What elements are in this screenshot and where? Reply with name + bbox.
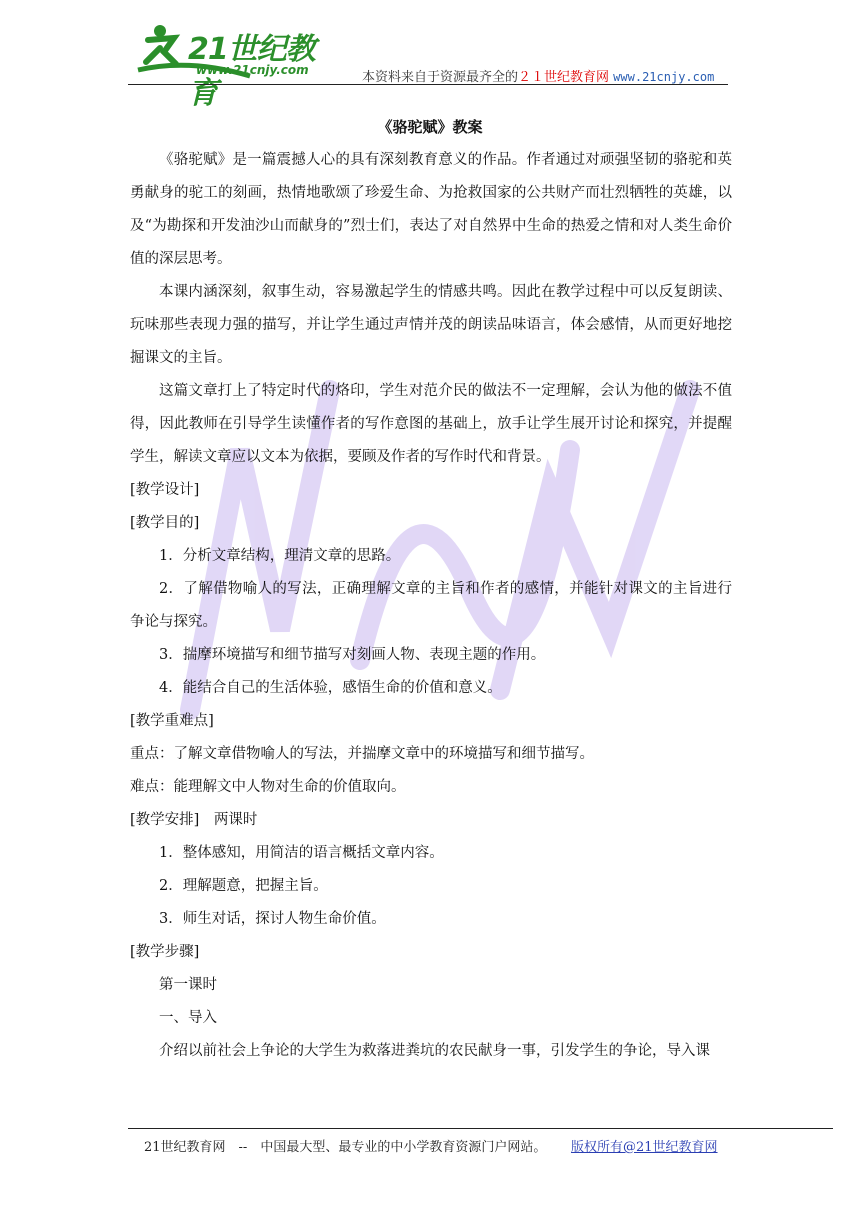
header-tagline — [362, 66, 714, 85]
footer-text: 21世纪教育网 -- 中国最大型、最专业的中小学教育资源门户网站。 — [144, 1140, 547, 1155]
paragraph: 3．揣摩环境描写和细节描写对刻画人物、表现主题的作用。 — [159, 647, 546, 663]
paragraph: [教学设计] — [130, 482, 200, 498]
paragraph: 2．理解题意，把握主旨。 — [159, 878, 328, 894]
paragraph: 这篇文章打上了特定时代的烙印，学生对范介民的做法不一定理解，会认为他的做法不值得，因此教师在引导学生读懂作者的写作意图的基础上，放手让学生展开讨论和探究，并提醒学生，解读文章应以文本为依据，要顾及作者的写作时代和背景。 — [130, 383, 732, 465]
paragraph: 《骆驼赋》是一篇震撼人心的具有深刻教育意义的作品。作者通过对顽强坚韧的骆驼和英勇献身的驼工的刻画，热情地歌颂了珍爱生命、为抢救国家的公共财产而壮烈牺牲的英雄，以及“为勘探和开发油沙山而献身的”烈士们，表达了对自然界中生命的热爱之情和对人类生命价值的深层思考。 — [130, 152, 732, 267]
paragraph: [教学重难点] — [130, 713, 214, 729]
paragraph: 1．整体感知，用简洁的语言概括文章内容。 — [159, 845, 444, 861]
paragraph: 2．了解借物喻人的写法，正确理解文章的主旨和作者的感情，并能针对课文的主旨进行争论与探究。 — [130, 581, 732, 630]
page-header — [130, 18, 730, 111]
paragraph: 本课内涵深刻，叙事生动，容易激起学生的情感共鸣。因此在教学过程中可以反复朗读、玩味那些表现力强的描写，并让学生通过声情并茂的朗读品味语言，体会感情，从而更好地挖掘课文的主旨。 — [130, 284, 732, 366]
paragraph: [教学步骤] — [130, 944, 200, 960]
footer-divider — [128, 1128, 833, 1129]
paragraph: 第一课时 — [159, 977, 217, 993]
paragraph: 4．能结合自己的生活体验，感悟生命的价值和意义。 — [159, 680, 502, 696]
paragraph: 1．分析文章结构，理清文章的思路。 — [159, 548, 401, 564]
paragraph: 介绍以前社会上争论的大学生为救落进粪坑的农民献身一事，引发学生的争论，导入课 — [159, 1043, 710, 1059]
header-divider — [128, 84, 728, 85]
tagline-site[interactable]: ２１世纪教育网 — [518, 70, 610, 85]
page-footer — [144, 1136, 718, 1155]
paragraph: 重点：了解文章借物喻人的写法，并揣摩文章中的环境描写和细节描写。 — [130, 746, 594, 762]
paragraph: 一、导入 — [159, 1010, 217, 1026]
logo-text: 21世纪教育 — [188, 32, 315, 111]
paragraph: 难点：能理解文中人物对生命的价值取向。 — [130, 779, 406, 795]
document-body — [130, 144, 732, 1068]
paragraph: 3．师生对话，探讨人物生命价值。 — [159, 911, 386, 927]
copyright-link[interactable]: 版权所有@21世纪教育网 — [571, 1140, 718, 1155]
logo-url: www.21cnjy.com — [196, 63, 309, 77]
paragraph: [教学安排] 两课时 — [130, 812, 258, 828]
tagline-url[interactable]: www.21cnjy.com — [613, 70, 715, 84]
document-title: 《骆驼赋》教案 — [377, 118, 483, 136]
paragraph: [教学目的] — [130, 515, 200, 531]
tagline-prefix: 本资料来自于资源最齐全的 — [362, 70, 519, 85]
logo — [130, 18, 340, 111]
